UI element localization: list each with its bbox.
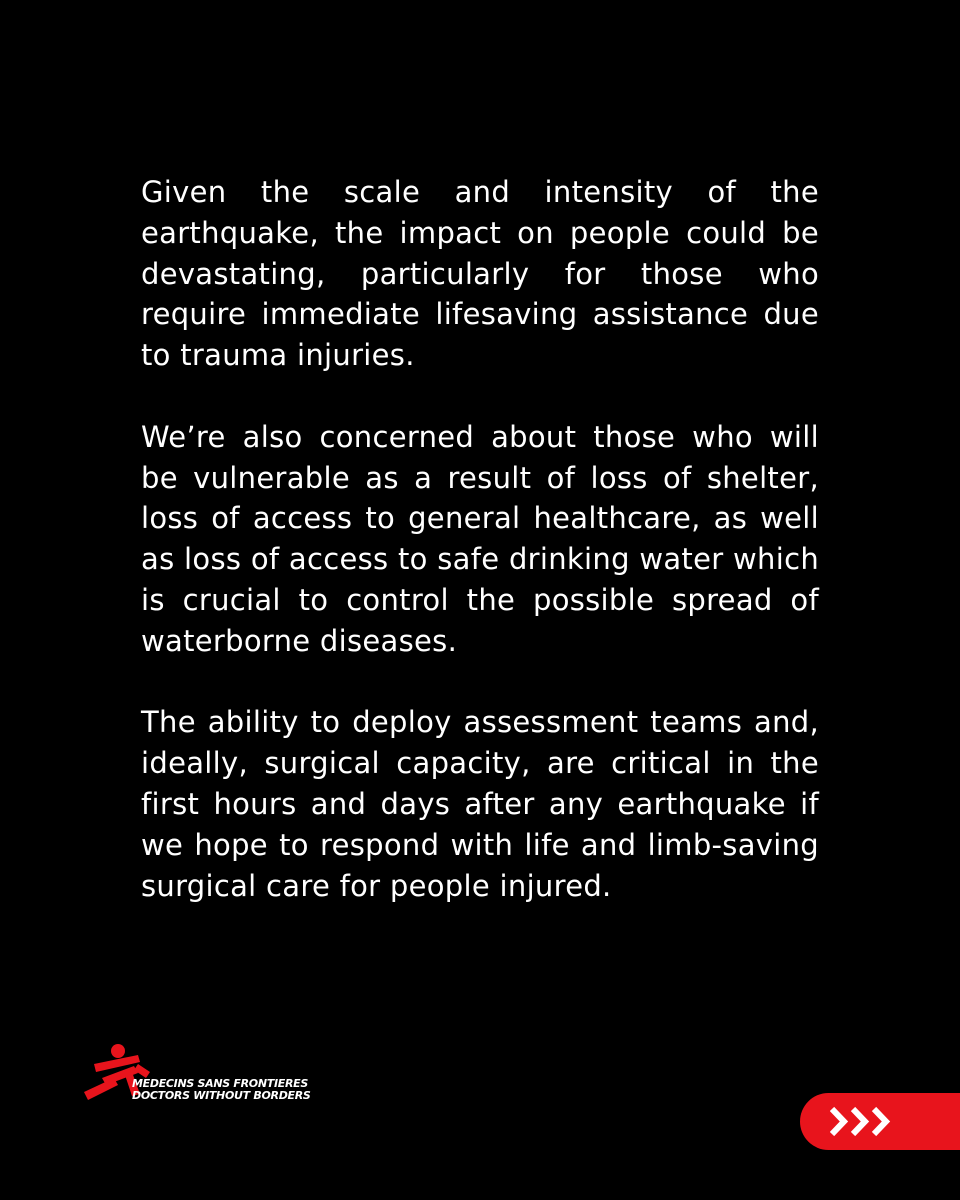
logo-line-2: DOCTORS WITHOUT BORDERS	[132, 1089, 311, 1102]
paragraph-2: We’re also concerned about those who will be vulnerable as a result of loss of shelter, loss of access to general healthcare, as well as loss of access to safe drinking water which is crucial to control the possible spread of waterborne diseases.	[141, 419, 819, 658]
next-button[interactable]	[800, 1093, 960, 1150]
logo-text	[132, 1078, 311, 1102]
logo-line-1: MEDECINS SANS FRONTIERES	[132, 1077, 308, 1090]
body-text	[141, 172, 819, 947]
paragraph-3: The ability to deploy assessment teams and, ideally, surgical capacity, are critical in the first hours and days after any earthquake if we hope to respond with life and limb-saving surgical care for people injured.	[141, 705, 819, 903]
msf-logo	[80, 1042, 311, 1112]
paragraph-1: Given the scale and intensity of the earthquake, the impact on people could be devastating, particularly for those who require immediate lifesaving assistance due to trauma injuries.	[141, 175, 819, 373]
triple-chevron-right-icon	[830, 1106, 898, 1137]
